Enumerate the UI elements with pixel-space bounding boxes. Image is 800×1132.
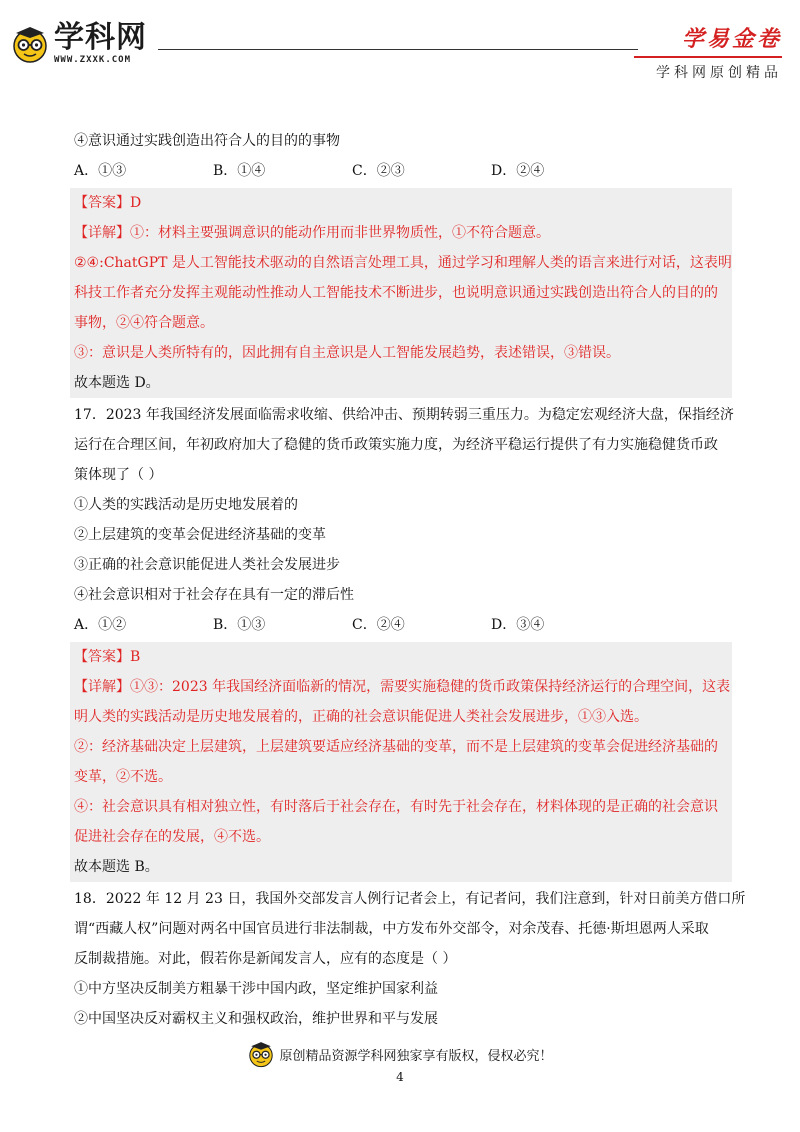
mascot-face-icon (247, 1040, 275, 1068)
detail-label: 【详解】 (74, 225, 130, 241)
q17-answer: 【答案】B (74, 649, 141, 665)
logo-title: 学科网 (54, 20, 147, 55)
q17-option-a: A．①② (74, 617, 127, 633)
q17-conclusion: 故本题选 B。 (74, 859, 159, 875)
q17-item-2: ②上层建筑的变革会促进经济基础的变革 (74, 527, 326, 543)
q17-item-1: ①人类的实践活动是历史地发展着的 (74, 497, 298, 513)
page-header (0, 0, 800, 92)
q16-answer-box (70, 188, 732, 398)
q17-detail-3-l2: 促进社会存在的发展，④不选。 (74, 829, 270, 845)
page-number: 4 (396, 1070, 404, 1084)
q17-stem-l2: 运行在合理区间，年初政府加大了稳健的货币政策实施力度，为经济平稳运行提供了有力实施稳健货币政 (74, 437, 718, 453)
brand-block (634, 22, 782, 82)
q16-options (74, 156, 728, 186)
q16-option-d: D．②④ (491, 163, 545, 179)
q16-detail-3: ③：意识是人类所特有的，因此拥有自主意识是人工智能发展趋势，表述错误，③错误。 (74, 345, 620, 361)
q17-detail-1-l1 (74, 672, 731, 702)
q17-stem-l1: 17．2023 年我国经济发展面临需求收缩、供给冲击、预期转弱三重压力。为稳定宏观经济大盘，保指经济 (74, 407, 734, 423)
q16-option-a: A．①③ (74, 163, 127, 179)
q16-conclusion: 故本题选 D。 (74, 375, 160, 391)
q18-stem-l3: 反制裁措施。对此，假若你是新闻发言人，应有的态度是（ ） (74, 951, 457, 967)
brand-title: 学易金卷 (681, 26, 782, 52)
mascot-face-icon (10, 24, 50, 64)
detail-label: 【详解】 (74, 679, 130, 695)
q16-detail-1 (74, 218, 728, 248)
copyright-notice: 原创精品资源学科网独家享有版权，侵权必究！ (279, 1048, 553, 1064)
brand-underline (634, 56, 782, 58)
q18-item-2: ②中国坚决反对霸权主义和强权政治，维护世界和平与发展 (74, 1011, 438, 1027)
brand-subtitle: 学科网原创精品 (656, 65, 782, 81)
q16-detail-2-l2: 科技工作者充分发挥主观能动性推动人工智能技术不断进步，也说明意识通过实践创造出符合人的目的的 (74, 285, 718, 301)
logo-url: WWW.ZXXK.COM (54, 55, 132, 65)
q17-item-3: ③正确的社会意识能促进人类社会发展进步 (74, 557, 340, 573)
q16-detail-2-l3: 事物，②④符合题意。 (74, 315, 214, 331)
q16-item-4: ④意识通过实践创造出符合人的目的的事物 (74, 133, 340, 149)
q17-option-b: B．①③ (213, 617, 266, 633)
q17-option-c: C．②④ (352, 617, 405, 633)
q17-answer-box (70, 642, 732, 882)
q17-detail-3-l1: ④：社会意识具有相对独立性，有时落后于社会存在，有时先于社会存在，材料体现的是正确的社会意识 (74, 799, 718, 815)
q17-detail-2-l2: 变革，②不选。 (74, 769, 172, 785)
page-footer (0, 1040, 800, 1072)
q17-options (74, 610, 728, 640)
q16-answer: 【答案】D (74, 195, 142, 211)
q17-detail-2-l1: ②：经济基础决定上层建筑，上层建筑要适应经济基础的变革，而不是上层建筑的变革会促进经济基础的 (74, 739, 718, 755)
q16-option-c: C．②③ (352, 163, 405, 179)
header-divider (158, 49, 638, 50)
q18-stem-l2: 谓“西藏人权”问题对两名中国官员进行非法制裁，中方发布外交部令，对余茂春、托德·斯坦恩两人采取 (74, 921, 709, 937)
q16-detail-2-l1: ②④:ChatGPT 是人工智能技术驱动的自然语言处理工具，通过学习和理解人类的语言来进行对话，这表明 (74, 255, 732, 271)
q18-item-1: ①中方坚决反制美方粗暴干涉中国内政，坚定维护国家利益 (74, 981, 438, 997)
detail-text: ①：材料主要强调意识的能动作用而非世界物质性，①不符合题意。 (130, 225, 550, 241)
site-logo[interactable] (10, 22, 147, 65)
q17-detail-1-l2: 明人类的实践活动是历史地发展着的，正确的社会意识能促进人类社会发展进步，①③入选。 (74, 709, 648, 725)
q16-option-b: B．①④ (213, 163, 266, 179)
q17-item-4: ④社会意识相对于社会存在具有一定的滞后性 (74, 587, 354, 603)
detail-text: ①③：2023 年我国经济面临新的情况，需要实施稳健的货币政策保持经济运行的合理空间，这表 (130, 679, 731, 695)
document-body (74, 126, 746, 1034)
q17-stem-l3: 策体现了（ ） (74, 467, 163, 483)
q17-option-d: D．③④ (491, 617, 545, 633)
q18-stem-l1: 18．2022 年 12 月 23 日，我国外交部发言人例行记者会上，有记者问，我们注意到，针对日前美方借口所 (74, 891, 746, 907)
